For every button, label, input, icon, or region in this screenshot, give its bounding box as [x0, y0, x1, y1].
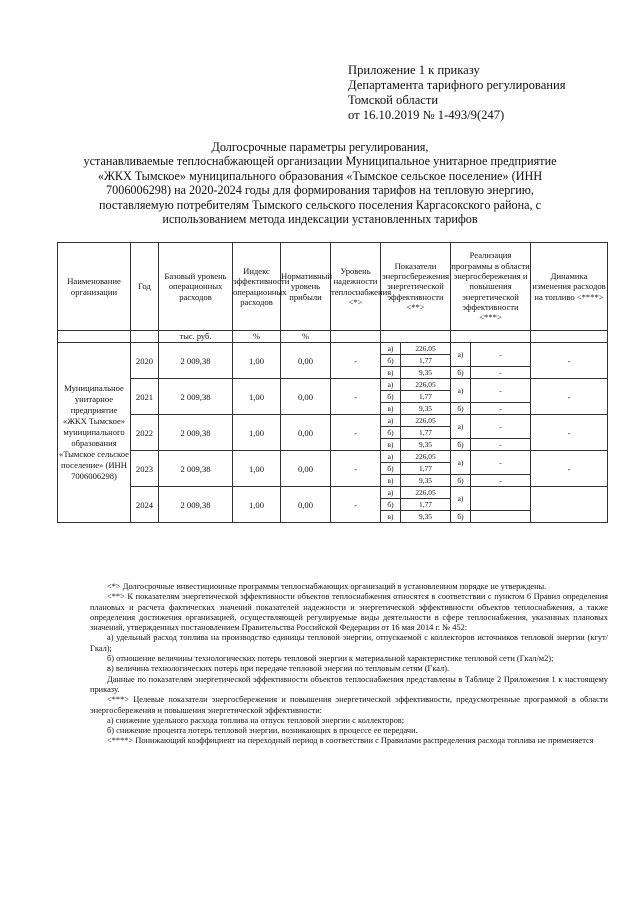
footnote: <**> К показателям энергетической эффективности объектов теплоснабжения относятся в соответствии с пунктом 6 Правил определения плановых и расчета фактических значений показателей надежности и энергетической эффективности объектов теплоснабжения, а также определения достижения организацией, осуществляющей регулируемые виды деятельности в сфере теплоснабжения, указанных плановых значений, утвержденных постановлением Правительства Российской Федерации от 16 мая 2014 г. № 452: — [90, 592, 608, 633]
year: 2023 — [131, 451, 159, 487]
profit-level: 0,00 — [281, 451, 331, 487]
letter-v: в) — [381, 475, 401, 487]
year: 2021 — [131, 379, 159, 415]
footnote: <*> Долгосрочные инвестиционные программы теплоснабжающих организаций в установленном порядке не утверждены. — [107, 582, 547, 591]
efficiency-index: 1,00 — [233, 379, 281, 415]
title-line: поставляемую потребителям Тымского сельского поселения Каргасокского района, с — [98, 197, 542, 212]
energy-b: 1,77 — [401, 463, 451, 475]
letter-v: в) — [381, 511, 401, 523]
efficiency-index: 1,00 — [233, 487, 281, 523]
energy-v: 9,35 — [401, 475, 451, 487]
energy-b: 1,77 — [401, 391, 451, 403]
header-base-costs: Базовый уровень операционных расходов — [159, 243, 233, 331]
reliability: - — [331, 415, 381, 451]
footnote: в) величина технологических потерь при передаче тепловой энергии по тепловым сетям (Гкал). — [107, 664, 450, 674]
title-line: использованием метода индексации установленных тарифов — [162, 212, 478, 227]
program-a: - — [471, 343, 531, 367]
letter-v: в) — [381, 403, 401, 415]
energy-a: 226,05 — [401, 415, 451, 427]
program-b: - — [471, 403, 531, 415]
year: 2020 — [131, 343, 159, 379]
energy-v: 9,35 — [401, 403, 451, 415]
program-a: - — [471, 415, 531, 439]
org-name: Муниципальное унитарное предприятие «ЖКХ Тымское» муниципального образования «Тымское сельское поселение» (ИНН 7006006298) — [58, 343, 131, 523]
base-costs: 2 009,38 — [159, 343, 233, 379]
header-line: от 16.10.2019 № 1-493/9(247) — [348, 108, 505, 122]
efficiency-index: 1,00 — [233, 415, 281, 451]
header-profit-level: Нормативный уровень прибыли — [281, 243, 331, 331]
energy-a: 226,05 — [401, 487, 451, 499]
letter-b: б) — [381, 391, 401, 403]
base-costs: 2 009,38 — [159, 451, 233, 487]
letter-b: б) — [451, 367, 471, 379]
letter-a: а) — [451, 487, 471, 511]
efficiency-index: 1,00 — [233, 343, 281, 379]
header-year: Год — [131, 243, 159, 331]
reliability: - — [331, 451, 381, 487]
fuel-dynamics: - — [531, 451, 608, 487]
energy-v: 9,35 — [401, 511, 451, 523]
letter-a: а) — [451, 415, 471, 439]
letter-b: б) — [451, 439, 471, 451]
program-b: - — [471, 475, 531, 487]
letter-a: а) — [381, 343, 401, 355]
letter-v: в) — [381, 367, 401, 379]
program-a: - — [471, 451, 531, 475]
efficiency-index: 1,00 — [233, 451, 281, 487]
base-costs: 2 009,38 — [159, 379, 233, 415]
base-costs: 2 009,38 — [159, 487, 233, 523]
order-header — [348, 63, 566, 123]
letter-a: а) — [381, 451, 401, 463]
letter-b: б) — [451, 475, 471, 487]
energy-b: 1,77 — [401, 499, 451, 511]
title-line: устанавливаемые теплоснабжающей организации Муниципальное унитарное предприятие — [83, 154, 557, 169]
unit-base: тыс. руб. — [159, 331, 233, 343]
fuel-dynamics — [531, 487, 608, 523]
letter-b: б) — [381, 499, 401, 511]
energy-b: 1,77 — [401, 427, 451, 439]
letter-b: б) — [381, 463, 401, 475]
letter-b: б) — [381, 355, 401, 367]
profit-level: 0,00 — [281, 343, 331, 379]
profit-level: 0,00 — [281, 487, 331, 523]
energy-b: 1,77 — [401, 355, 451, 367]
footnote: б) снижение процента потерь тепловой энергии, возникающих в процессе ее передачи. — [107, 726, 418, 736]
program-b: - — [471, 439, 531, 451]
profit-level: 0,00 — [281, 415, 331, 451]
reliability: - — [331, 343, 381, 379]
letter-a: а) — [451, 451, 471, 475]
program-a — [471, 487, 531, 511]
letter-v: в) — [381, 439, 401, 451]
footnote: а) удельный расход топлива на производство единицы тепловой энергии, отпускаемой с коллекторов источников тепловой энергии (кгут/Гкал); — [90, 633, 608, 653]
unit-profit: % — [281, 331, 331, 343]
year: 2024 — [131, 487, 159, 523]
energy-a: 226,05 — [401, 343, 451, 355]
header-reliability: Уровень надежности теплоснабжения <*> — [331, 243, 381, 331]
header-fuel-dynamics: Динамика изменения расходов на топливо <****> — [531, 243, 608, 331]
header-energy-indicators: Показатели энергосбережения энергетической эффективности <**> — [381, 243, 451, 331]
fuel-dynamics: - — [531, 343, 608, 379]
profit-level: 0,00 — [281, 379, 331, 415]
header-program: Реализация программы в области энергосбережения и повышения энергетической эффективности <***> — [451, 243, 531, 331]
reliability: - — [331, 379, 381, 415]
letter-a: а) — [451, 379, 471, 403]
letter-b: б) — [451, 511, 471, 523]
title-line: 7006006298) на 2020-2024 годы для формирования тарифов на тепловую энергию, — [106, 183, 534, 198]
program-a: - — [471, 379, 531, 403]
footnote: <****> Понижающий коэффициент на переходный период в соответствии с Правилами распределения расхода топлива не применяется — [107, 736, 594, 746]
program-b: - — [471, 367, 531, 379]
footnotes — [90, 582, 608, 747]
document-title — [50, 140, 590, 226]
energy-v: 9,35 — [401, 439, 451, 451]
title-line: Долгосрочные параметры регулирования, — [211, 140, 429, 154]
header-line: Департамента тарифного регулирования — [348, 78, 566, 92]
fuel-dynamics: - — [531, 379, 608, 415]
regulation-parameters-table — [57, 242, 608, 523]
header-line: Приложение 1 к приказу — [348, 63, 480, 77]
fuel-dynamics: - — [531, 415, 608, 451]
energy-v: 9,35 — [401, 367, 451, 379]
letter-a: а) — [451, 343, 471, 367]
program-b — [471, 511, 531, 523]
unit-index: % — [233, 331, 281, 343]
letter-b: б) — [381, 427, 401, 439]
year: 2022 — [131, 415, 159, 451]
footnote: <***> Целевые показатели энергосбережения и повышения энергетической эффективности, предусмотренные программой в области энергосбережения и повышения энергетической эффективности: — [90, 695, 608, 715]
reliability: - — [331, 487, 381, 523]
header-efficiency-index: Индекс эффективности операционных расходов — [233, 243, 281, 331]
footnote: Данные по показателям энергетической эффективности объектов теплоснабжения представлены в Таблице 2 Приложения 1 к настоящему приказу. — [90, 674, 608, 694]
letter-a: а) — [381, 487, 401, 499]
base-costs: 2 009,38 — [159, 415, 233, 451]
header-line: Томской области — [348, 93, 439, 107]
energy-a: 226,05 — [401, 451, 451, 463]
letter-a: а) — [381, 415, 401, 427]
energy-a: 226,05 — [401, 379, 451, 391]
footnote: а) снижение удельного расхода топлива на отпуск тепловой энергии с коллекторов; — [107, 715, 405, 725]
title-line: «ЖКХ Тымское» муниципального образования «Тымское сельское поселение» (ИНН — [97, 168, 543, 183]
footnote: б) отношение величины технологических потерь тепловой энергии к материальной характеристике тепловой сети (Гкал/м2); — [107, 654, 554, 664]
letter-b: б) — [451, 403, 471, 415]
header-org: Наименование организации — [58, 243, 131, 331]
letter-a: а) — [381, 379, 401, 391]
